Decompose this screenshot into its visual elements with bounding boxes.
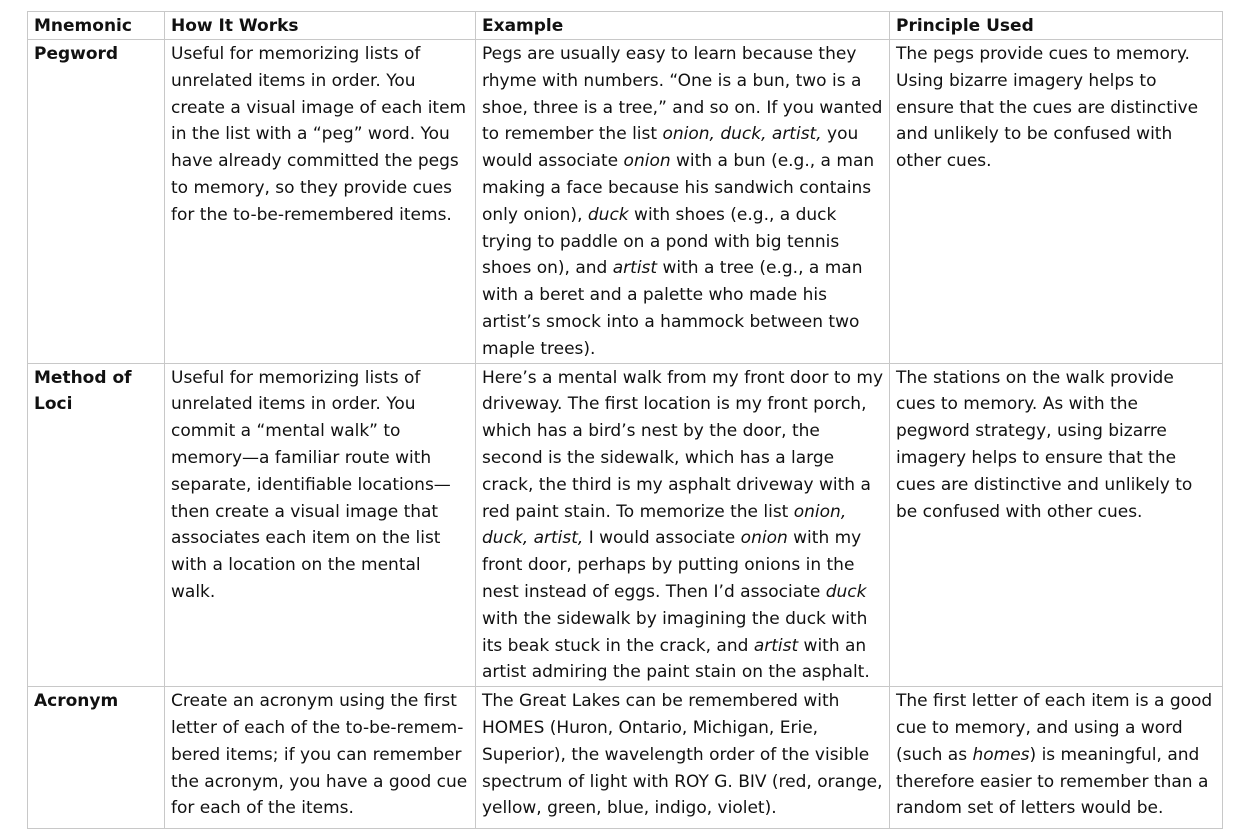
header-principle-used: Principle Used [890, 12, 1223, 40]
example-text: Pegs are usually easy to learn because they rhyme with numbers. “One is a bun, two is a shoe, three is a tree,” and so on. If you wanted to remember the list [482, 44, 883, 145]
example-text: The Great Lakes can be remembered with HOMES (Huron, Ontario, Michigan, Erie, Superior), the wavelength order of the visible spectrum of light with ROY G. BIV (red, orange, yellow, green, blue, indigo, violet). [482, 691, 883, 819]
header-mnemonic: Mnemonic [28, 12, 165, 40]
example-italic: onion, duck, artist, [662, 124, 822, 145]
example-italic: onion, duck, artist, [482, 501, 847, 549]
principle-cell: The stations on the walk provide cues to memory. As with the pegword strategy, using bizarre imagery helps to ensure that the cues are distinctive and unlikely to be confused with other cues. [890, 363, 1223, 687]
principle-cell: The pegs provide cues to memory. Using bizarre imagery helps to ensure that the cues are distinctive and unlikely to be confused with other cues. [890, 40, 1223, 364]
example-text: with an artist admiring the paint stain on the asphalt. [482, 635, 870, 683]
mnemonics-table [27, 11, 1223, 829]
principle-italic: homes [972, 744, 1030, 765]
principle-text: ) is meaningful, and therefore easier to remember than a random set of letters would be. [896, 744, 1209, 819]
how-it-works-cell: Create an acronym using the first letter of each of the to-be-remem-bered items; if you can remember the acronym, you have a good cue for each of the items. [165, 687, 476, 829]
table-row [28, 40, 1223, 364]
how-it-works-cell: Useful for memorizing lists of unrelated items in order. You commit a “mental walk” to memory—a familiar route with separate, identifiable locations—then create a visual image that associates each item on the list with a location on the mental walk. [165, 363, 476, 687]
mnemonics-document [27, 11, 1222, 829]
header-how-it-works: How It Works [165, 12, 476, 40]
example-text: Here’s a mental walk from my front door to my driveway. The first location is my front porch, which has a bird’s nest by the door, the second is the sidewalk, which has a large crack, the third is my asphalt driveway with a red paint stain. To memorize the list [482, 367, 884, 522]
example-italic: artist [753, 635, 799, 656]
example-text: with my front door, perhaps by putting onions in the nest instead of eggs. Then I’d associate [482, 528, 862, 602]
example-text: with a tree (e.g., a man with a beret and a palette who made his artist’s smock into a hammock between two maple trees). [482, 258, 863, 359]
example-text: with a bun (e.g., a man making a face because his sandwich contains only onion), [482, 151, 875, 225]
table-row [28, 687, 1223, 829]
principle-cell [890, 687, 1223, 829]
how-it-works-cell: Useful for memorizing lists of unrelated items in order. You create a visual image of each item in the list with a “peg” word. You have already committed the pegs to memory, so they provide cues for the to-be-remembered items. [165, 40, 476, 364]
example-italic: duck [825, 581, 867, 602]
principle-text: The first letter of each item is a good cue to memory, and using a word (such as [896, 691, 1213, 765]
example-cell [476, 40, 890, 364]
mnemonic-cell: Acronym [28, 687, 165, 829]
example-italic: onion [740, 528, 788, 549]
example-text: with the sidewalk by imagining the duck with its beak stuck in the crack, and [482, 608, 868, 656]
header-example: Example [476, 12, 890, 40]
table-row [28, 363, 1223, 687]
mnemonic-cell: Pegword [28, 40, 165, 364]
example-text: I would associate [583, 528, 741, 549]
example-italic: artist [612, 258, 658, 279]
example-text: with shoes (e.g., a duck trying to paddle on a pond with big tennis shoes on), and [482, 204, 840, 279]
example-text: you would associate [482, 124, 859, 172]
table-header-row [28, 12, 1223, 40]
example-cell [476, 687, 890, 829]
example-italic: duck [587, 204, 629, 225]
example-italic: onion [623, 151, 671, 172]
example-cell [476, 363, 890, 687]
mnemonic-cell: Method of Loci [28, 363, 165, 687]
